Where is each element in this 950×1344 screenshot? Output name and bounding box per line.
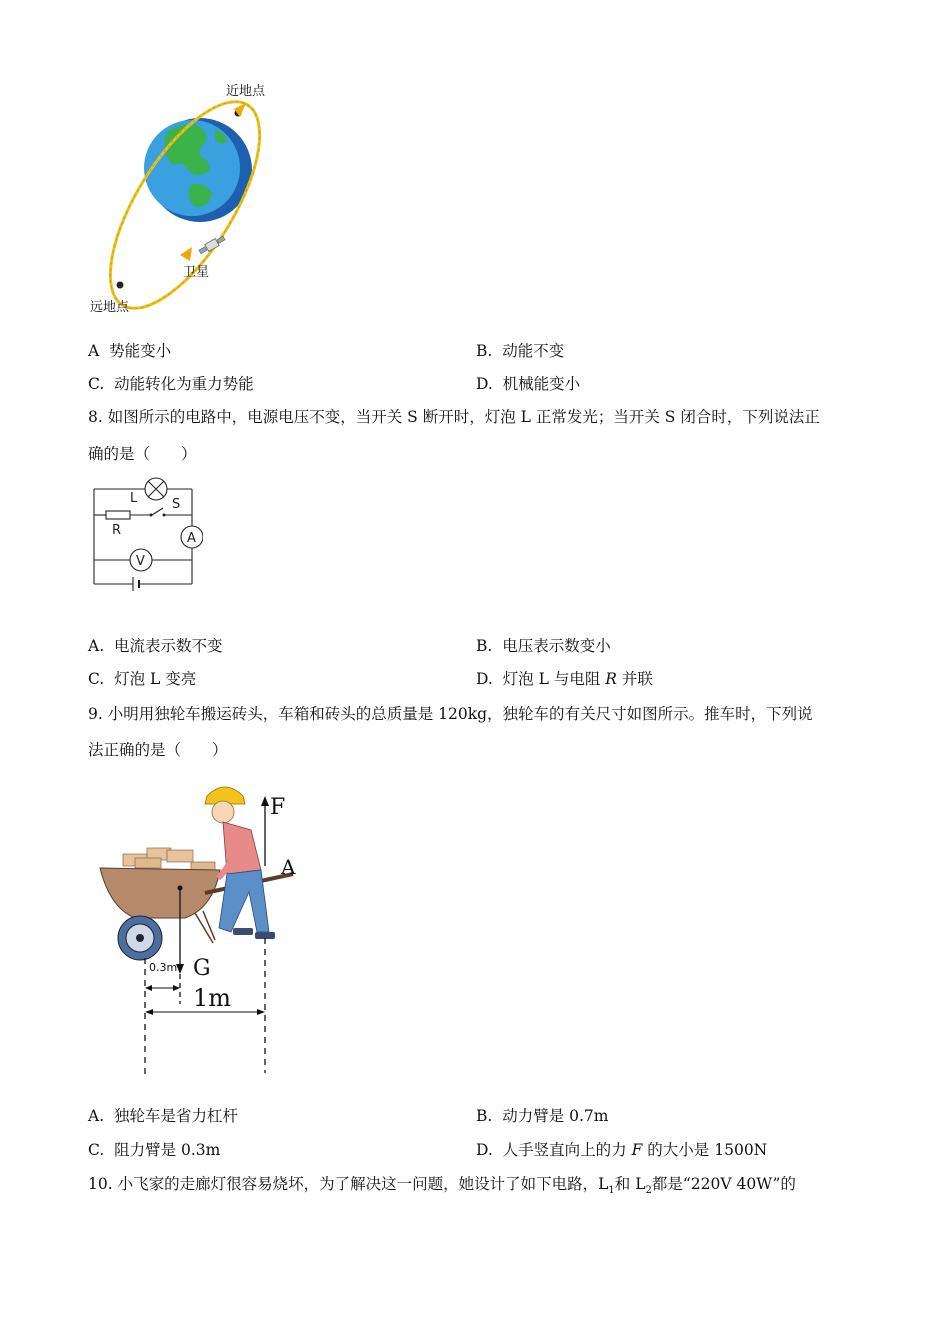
q9-option-d[interactable]: D. 人手竖直向上的力 F 的大小是 1500N [476, 1141, 768, 1159]
wheelbarrow-figure [95, 778, 315, 1080]
q7-option-d[interactable]: D. 机械能变小 [476, 375, 581, 393]
switch-label: S [172, 497, 181, 512]
distance-03m-label: 0.3m [149, 961, 178, 974]
q7-option-a[interactable]: A 势能变小 [88, 342, 172, 360]
resistor-label: R [112, 523, 122, 538]
lamp-label: L [130, 491, 138, 506]
circuit-figure [88, 474, 203, 596]
q8-stem-line2: 确的是（ ） [88, 445, 197, 463]
satellite-label: 卫星 [183, 265, 210, 280]
q8-option-a[interactable]: A. 电流表示数不变 [88, 637, 223, 655]
q9-stem-line2: 法正确的是（ ） [88, 741, 228, 759]
q10-stem-line1: 10. 小飞家的走廊灯很容易烧坏，为了解决这一问题，她设计了如下电路，$L_1$和 $L_2$都是“220V 40W”的 [88, 1175, 796, 1197]
gravity-g-label: G [193, 956, 211, 981]
q8-option-b[interactable]: B. 电压表示数变小 [476, 637, 611, 655]
q9-option-a[interactable]: A. 独轮车是省力杠杆 [88, 1107, 238, 1125]
perigee-label: 近地点 [226, 84, 266, 99]
q9-stem-line1: 9. 小明用独轮车搬运砖头，车箱和砖头的总质量是 120kg，独轮车的有关尺寸如图所示。推车时，下列说 [88, 705, 813, 723]
q8-stem-line1: 8. 如图所示的电路中，电源电压不变，当开关 S 断开时，灯泡 L 正常发光；当开关 S 闭合时，下列说法正 [88, 408, 820, 426]
ammeter-label: A [187, 531, 196, 546]
distance-1m-label: 1m [193, 984, 232, 1012]
satellite-orbit-figure [80, 75, 300, 320]
apogee-label: 远地点 [90, 300, 130, 315]
force-f-label: F [270, 795, 286, 820]
q9-option-b[interactable]: B. 动力臂是 0.7m [476, 1107, 609, 1125]
q8-option-c[interactable]: C. 灯泡 L 变亮 [88, 670, 197, 688]
q7-option-b[interactable]: B. 动能不变 [476, 342, 565, 360]
q7-option-c[interactable]: C. 动能转化为重力势能 [88, 375, 254, 393]
point-a-label: A [281, 855, 296, 879]
q9-option-c[interactable]: C. 阻力臂是 0.3m [88, 1141, 221, 1159]
q8-option-d[interactable]: D. 灯泡 L 与电阻 R 并联 [476, 670, 653, 688]
voltmeter-label: V [136, 554, 145, 569]
